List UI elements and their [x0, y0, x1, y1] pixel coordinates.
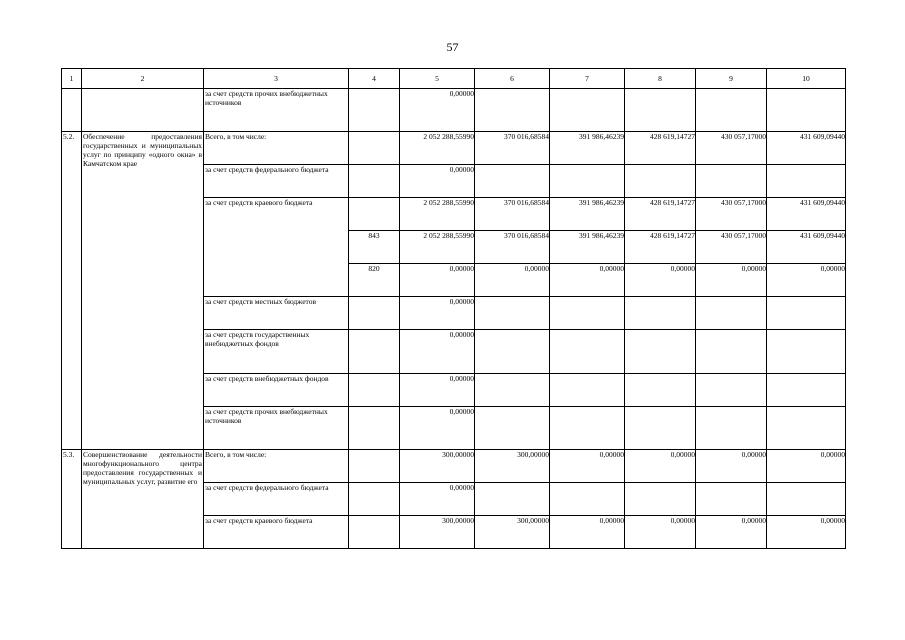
cell-year: 391 986,46239: [550, 198, 625, 231]
cell-year: 430 057,17000: [696, 132, 767, 165]
table-row: [62, 89, 846, 132]
cell-year: 0,00000: [696, 450, 767, 483]
funding-source: Всего, в том числе:: [204, 450, 349, 483]
cell-year: 0,00000: [696, 516, 767, 549]
row-number: 5.3.: [62, 450, 82, 549]
cell-total: 0,00000: [400, 330, 475, 374]
funding-source: за счет средств прочих внебюджетных источников: [204, 89, 349, 132]
cell-total: 0,00000: [400, 374, 475, 407]
cell-year: 0,00000: [550, 450, 625, 483]
cell-total: 0,00000: [400, 89, 475, 132]
budget-code: [349, 483, 400, 516]
table-row: [62, 450, 846, 483]
budget-code: [349, 132, 400, 165]
cell-total: 0,00000: [400, 483, 475, 516]
budget-code: [349, 89, 400, 132]
cell-year: 370 016,68584: [475, 198, 550, 231]
cell-year: 428 619,14727: [625, 231, 696, 264]
budget-code: [349, 330, 400, 374]
funding-source: за счет средств краевого бюджета: [204, 198, 349, 297]
column-header: 3: [204, 69, 349, 89]
cell-year: 428 619,14727: [625, 198, 696, 231]
budget-table: [61, 68, 846, 549]
cell-year: 430 057,17000: [696, 231, 767, 264]
cell-year: 428 619,14727: [625, 132, 696, 165]
row-number: 5.2.: [62, 132, 82, 450]
funding-source: за счет средств внебюджетных фондов: [204, 374, 349, 407]
cell-year: 431 609,09440: [767, 231, 846, 264]
row-number: [62, 89, 82, 132]
budget-code: [349, 198, 400, 231]
event-name: [82, 89, 204, 132]
cell-year: 370 016,68584: [475, 132, 550, 165]
budget-code: 843: [349, 231, 400, 264]
funding-source: за счет средств местных бюджетов: [204, 297, 349, 330]
cell-total: 2 052 288,55990: [400, 198, 475, 231]
budget-code: [349, 407, 400, 450]
cell-year: 0,00000: [767, 516, 846, 549]
cell-total: 2 052 288,55990: [400, 132, 475, 165]
cell-year: 0,00000: [475, 264, 550, 297]
cell-year: 300,00000: [475, 450, 550, 483]
cell-total: 300,00000: [400, 450, 475, 483]
column-header: 10: [767, 69, 846, 89]
cell-year: 370 016,68584: [475, 231, 550, 264]
cell-year: 0,00000: [625, 516, 696, 549]
cell-total: 300,00000: [400, 516, 475, 549]
cell-year: 300,00000: [475, 516, 550, 549]
cell-year: 431 609,09440: [767, 132, 846, 165]
column-header: 2: [82, 69, 204, 89]
column-header: 9: [696, 69, 767, 89]
cell-year: 391 986,46239: [550, 132, 625, 165]
cell-year: 430 057,17000: [696, 198, 767, 231]
budget-code: 820: [349, 264, 400, 297]
cell-total: 0,00000: [400, 297, 475, 330]
event-name: Обеспечение предоставления государственных и муниципальных услуг по принципу «одного окна» в Камчатском крае: [82, 132, 204, 450]
column-header: 1: [62, 69, 82, 89]
column-header: 6: [475, 69, 550, 89]
funding-source: за счет средств федерального бюджета: [204, 483, 349, 516]
cell-year: 0,00000: [625, 450, 696, 483]
budget-code: [349, 374, 400, 407]
event-name: Совершенствование деятельности многофункционального центра предоставления государственных и муниципальных услуг, развитие его: [82, 450, 204, 549]
funding-source: Всего, в том числе:: [204, 132, 349, 165]
budget-code: [349, 165, 400, 198]
cell-total: 2 052 288,55990: [400, 231, 475, 264]
funding-source: за счет средств федерального бюджета: [204, 165, 349, 198]
cell-year: 0,00000: [696, 264, 767, 297]
funding-source: за счет средств краевого бюджета: [204, 516, 349, 549]
funding-source: за счет средств государственных внебюджетных фондов: [204, 330, 349, 374]
table-row: [62, 132, 846, 165]
cell-year: 0,00000: [625, 264, 696, 297]
column-header: 5: [400, 69, 475, 89]
cell-year: 391 986,46239: [550, 231, 625, 264]
cell-year: 0,00000: [767, 264, 846, 297]
budget-code: [349, 297, 400, 330]
column-header: 4: [349, 69, 400, 89]
page-number: 57: [446, 40, 459, 54]
column-header: 8: [625, 69, 696, 89]
cell-total: 0,00000: [400, 264, 475, 297]
column-header: 7: [550, 69, 625, 89]
cell-year: 431 609,09440: [767, 198, 846, 231]
cell-year: 0,00000: [550, 516, 625, 549]
cell-total: 0,00000: [400, 165, 475, 198]
cell-year: 0,00000: [767, 450, 846, 483]
budget-code: [349, 450, 400, 483]
cell-year: 0,00000: [550, 264, 625, 297]
budget-code: [349, 516, 400, 549]
cell-total: 0,00000: [400, 407, 475, 450]
funding-source: за счет средств прочих внебюджетных источников: [204, 407, 349, 450]
table-header-row: [62, 69, 846, 89]
